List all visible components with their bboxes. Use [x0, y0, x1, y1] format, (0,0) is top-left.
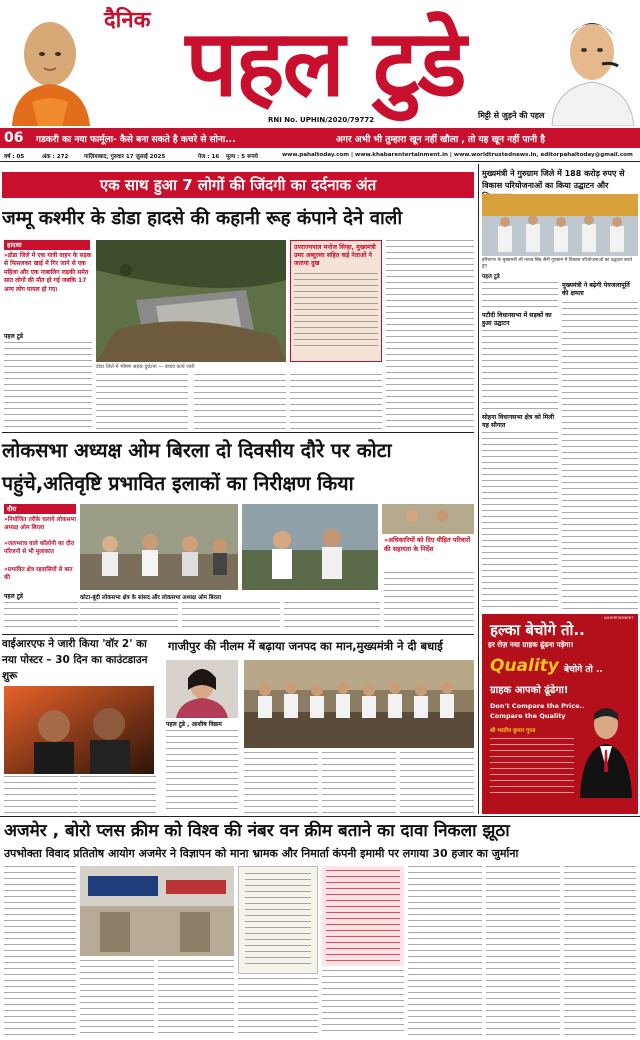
portrait-left	[4, 2, 96, 126]
war2-headline: वाईआरएफ ने जारी किया 'वॉर 2' का नया पोस्टर – 30 दिन का काउंटडाउन शुरू	[2, 638, 148, 682]
doda-caption: डोडा जिले में भीषण सड़क दुर्घटना — बचाव कार्य जारी	[96, 364, 195, 370]
column-divider	[478, 164, 479, 814]
doda-accident-photo	[96, 240, 286, 362]
ad-person-photo	[578, 698, 634, 798]
ajmer-body-7	[486, 866, 560, 1036]
birla-caption: कोटा-बूंदी लोकसभा क्षेत्र के सांसद और लोकसभा अध्यक्ष ओम बिरला	[80, 595, 222, 601]
ticker-left: गडकरी का नया फार्मूला- कैसे बना सकते है कचरे से सोना...	[36, 135, 236, 145]
ad-brand-word: Quality	[490, 656, 559, 676]
gurugram-caption: हरियाणा के मुख्यमंत्री श्री नायब सिंह सैनी गुरुग्राम में विकास परियोजनाओं का उद्घाटन करते हुए	[482, 258, 633, 269]
daura-label: दौरा	[4, 504, 76, 514]
ajmer-body-1	[4, 866, 76, 1036]
ghazipur-meeting-photo	[244, 660, 474, 748]
ghazipur-body-1	[166, 730, 238, 814]
price: मूल्य : 5 रूपये	[226, 154, 258, 160]
birla-body-1	[4, 602, 78, 632]
info-line	[0, 149, 640, 162]
ajmer-court-photo	[80, 866, 234, 956]
divider	[2, 634, 474, 635]
gurugram-sub1: पटौदी विधानसभा में सड़कों का हुआ उद्घाटन	[482, 312, 552, 327]
gurugram-sub2: सोहना विधानसभा क्षेत्र को मिली यह सौगात	[482, 414, 555, 429]
ajmer-highlight-box	[322, 866, 404, 966]
ad-line-4: Don't Compare the Price..	[490, 702, 585, 710]
ghazipur-byline: पहल टुडे , आशीष विक्रम	[166, 721, 222, 728]
birla-photo-1	[80, 504, 238, 590]
tagline: मिट्टी से जुड़ने की पहल	[478, 111, 545, 120]
portrait-right	[546, 2, 638, 126]
birla-byline: पहल टुडे	[4, 593, 23, 600]
ticker-right: अगर अभी भी तुम्हारा खून नहीं खौला , तो यह खून नहीं पानी है	[336, 135, 545, 145]
gurugram-photo	[482, 194, 638, 256]
ajmer-body-6	[408, 866, 482, 1036]
ghazipur-body-4	[400, 752, 474, 814]
place-date: गाज़ियाबाद, गुरुवार 17 जुलाई 2025	[84, 154, 166, 160]
daura-bullet-3: »प्रभावित क्षेत्र रहवासियों से बात की	[4, 567, 73, 581]
doda-body-5	[386, 240, 474, 430]
ajmer-body-2	[80, 960, 154, 1036]
ajmer-subhead: उपभोक्ता विवाद प्रतितोष आयोग अजमेर ने विज्ञापन को माना भ्रामक और निमार्ता कंपनी इमामी पर लगाया 30 हजार का जुर्माना	[4, 847, 519, 860]
ghazipur-body-2	[244, 752, 318, 814]
doda-body-3	[194, 374, 286, 430]
birla-headline: लोकसभा अध्यक्ष ओम बिरला दो दिवसीय दौरे पर कोटा पहुंचे,अतिवृष्टि प्रभावित इलाकों का निरीक्षण किया	[2, 439, 392, 495]
ghazipur-portrait	[166, 660, 238, 718]
volume: वर्ष : 05	[4, 154, 25, 160]
birla-callout: »अधिकारियों को दिए पीड़ित परिवारों की सहायता के निर्देश	[384, 536, 471, 553]
gurugram-body-2	[482, 330, 558, 412]
leaders-box	[290, 240, 382, 362]
ticker-bar	[0, 128, 640, 148]
doda-body-4	[290, 374, 382, 430]
birla-body-4	[284, 602, 380, 632]
masthead-prefix: दैनिक	[104, 8, 151, 33]
websites[interactable]: www.pahaltoday.com | www.khabarentertainment.in | www.worldtrustednews.in, editorpahaltoday@gmail.com	[282, 152, 633, 158]
ajmer-body-3	[158, 960, 234, 1036]
ajmer-body-8	[564, 866, 636, 1036]
ad-details	[490, 738, 574, 798]
war2-body-2	[80, 776, 156, 814]
birla-body-2	[80, 602, 178, 632]
issue: अंक : 272	[42, 154, 69, 160]
ajmer-document-image	[238, 866, 318, 974]
birla-body-3	[182, 602, 280, 632]
rni-number: RNI No. UPHIN/2020/79772	[268, 116, 375, 124]
ad-person-name: श्री भरतीय कुमार गुप्ता	[490, 728, 536, 734]
birla-body-right	[384, 572, 474, 630]
ajmer-headline: अजमेर , बोरो प्लस क्रीम को विश्व की नंबर वन क्रीम बताने का दावा निकला झूठा	[4, 821, 510, 841]
divider	[2, 432, 474, 433]
birla-photo-3	[382, 504, 474, 534]
ad-line-1: हल्का बेचोगे तो..	[490, 621, 585, 639]
masthead-title: पहल टुडे	[185, 10, 465, 117]
gurugram-body-4	[562, 302, 638, 610]
doda-kicker: एक साथ हुआ 7 लोगों की जिंदगी का दर्दनाक अंत	[2, 172, 474, 198]
gurugram-body-3	[482, 432, 558, 610]
gurugram-byline: पहल टुडे	[482, 274, 500, 280]
ad-label: ADVERTISEMENT	[604, 616, 634, 620]
doda-bullet: »डोडा जिले में एक यात्री वाहन के सड़क से फिसलकर खाई में गिर जाने से एक महिला और एक नाबालिग लड़की समेत सात लोगों की मौत हो गई जबकि 17 अन्य लोग घायल हो गए।	[4, 252, 92, 293]
leaders-box-title: उपराज्यपाल मनोज सिन्हा, मुख्यमंत्री उमर अब्दुल्ला सहित कई नेताओं ने जताया दुख	[294, 244, 376, 267]
hadsa-label: हादसा	[4, 240, 90, 250]
birla-photo-2	[242, 504, 378, 590]
doda-headline: जम्मू कश्मीर के डोडा हादसे की कहानी रूह कंपाने देने वाली	[2, 208, 403, 229]
ad-line-3: ग्राहक आपको ढूंढेगा!	[490, 685, 569, 696]
doda-body-1	[4, 342, 92, 430]
ad-brand-rest: बेचोगे तो ..	[564, 665, 603, 675]
ghazipur-body-3	[322, 752, 396, 814]
page-count: पेज : 16	[198, 154, 220, 160]
gurugram-headline: मुख्यमंत्री ने गुरुग्राम जिले में 188 करोड़ रुपए से विकास परियोजनाओं का किया उद्घाटन और	[482, 169, 625, 190]
ajmer-body-5	[322, 970, 404, 1036]
ad-line-2: हर रोज़ नया ग्राहक ढूंढना पड़ेगा!	[488, 640, 574, 649]
doda-body-2	[96, 374, 188, 430]
daura-bullet-1: »नियोजित तरीके चलाये लोकसभा अध्यक्ष ओम बिरला	[4, 517, 76, 531]
ajmer-body-4	[238, 978, 318, 1036]
ghazipur-headline: गाजीपुर की नीलम में बढ़ाया जनपद का मान,मुख्यमंत्री ने दी बधाई	[168, 639, 443, 653]
daura-bullet-2: »जलभराव वाले कॉलोनी का दौरा परिजनों से भी मुलाकात	[4, 541, 75, 555]
gurugram-body-1	[482, 282, 558, 310]
gurugram-side-head: मुख्यमंत्री ने बढ़ेगी पेयजलापूर्ति की क्षमता	[562, 282, 630, 297]
advertisement[interactable]	[482, 614, 638, 814]
page-number: 06	[4, 130, 24, 146]
war2-poster	[4, 686, 154, 774]
masthead	[0, 0, 640, 128]
ad-line-5: Compare the Quality	[490, 712, 566, 720]
war2-body-1	[4, 776, 78, 814]
doda-byline: पहल टुडे	[4, 333, 23, 340]
